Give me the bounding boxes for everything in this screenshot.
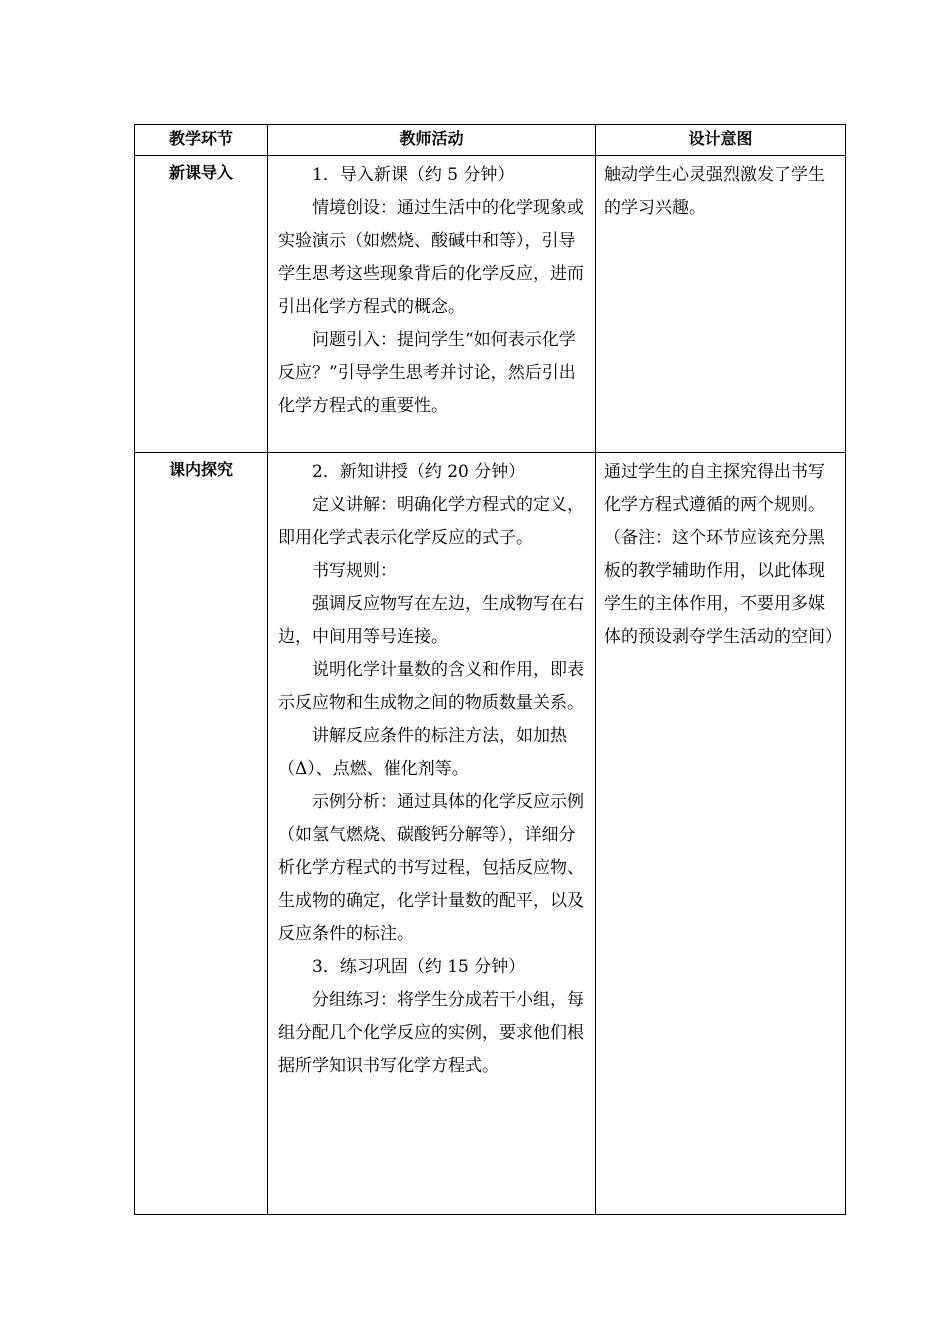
header-intent: 设计意图	[596, 125, 846, 156]
table-row	[135, 453, 846, 1215]
activity-paragraph: 书写规则：	[312, 561, 397, 581]
table-row	[135, 156, 846, 453]
intent-paragraph: 触动学生心灵强烈激发了学生的学习兴趣。	[604, 165, 825, 218]
activity-paragraph: 1．导入新课（约 5 分钟）	[312, 165, 515, 185]
activity-paragraph: 2．新知讲授（约 20 分钟）	[312, 462, 526, 482]
stage-cell: 课内探究	[135, 453, 268, 1215]
activity-cell	[268, 156, 596, 453]
activity-paragraph: 3．练习巩固（约 15 分钟）	[312, 957, 526, 977]
stage-cell: 新课导入	[135, 156, 268, 453]
activity-paragraph: 强调反应物写在左边，生成物写在右边，中间用等号连接。	[278, 594, 584, 647]
header-activity: 教师活动	[268, 125, 596, 156]
activity-cell	[268, 453, 596, 1215]
intent-cell	[596, 453, 846, 1215]
activity-paragraph: 定义讲解：明确化学方程式的定义，即用化学式表示化学反应的式子。	[278, 495, 584, 548]
activity-paragraph: 讲解反应条件的标注方法，如加热（Δ）、点燃、催化剂等。	[278, 726, 567, 779]
intent-paragraph: 通过学生的自主探究得出书写化学方程式遵循的两个规则。	[604, 462, 825, 515]
header-stage: 教学环节	[135, 125, 268, 156]
intent-cell	[596, 156, 846, 453]
lesson-plan-table	[134, 124, 846, 1215]
activity-paragraph: 分组练习：将学生分成若干小组，每组分配几个化学反应的实例，要求他们根据所学知识书写化学方程式。	[278, 990, 584, 1076]
activity-paragraph: 问题引入：提问学生“如何表示化学反应？”引导学生思考并讨论，然后引出化学方程式的重要性。	[278, 330, 576, 416]
activity-paragraph: 示例分析：通过具体的化学反应示例（如氢气燃烧、碳酸钙分解等），详细分析化学方程式的书写过程，包括反应物、生成物的确定，化学计量数的配平，以及反应条件的标注。	[278, 792, 584, 944]
activity-paragraph: 情境创设：通过生活中的化学现象或实验演示（如燃烧、酸碱中和等），引导学生思考这些现象背后的化学反应，进而引出化学方程式的概念。	[278, 198, 584, 317]
intent-paragraph: （备注：这个环节应该充分黑板的教学辅助作用，以此体现学生的主体作用，不要用多媒体的预设剥夺学生活动的空间）	[604, 528, 842, 647]
activity-paragraph: 说明化学计量数的含义和作用，即表示反应物和生成物之间的物质数量关系。	[278, 660, 584, 713]
header-row	[135, 125, 846, 156]
